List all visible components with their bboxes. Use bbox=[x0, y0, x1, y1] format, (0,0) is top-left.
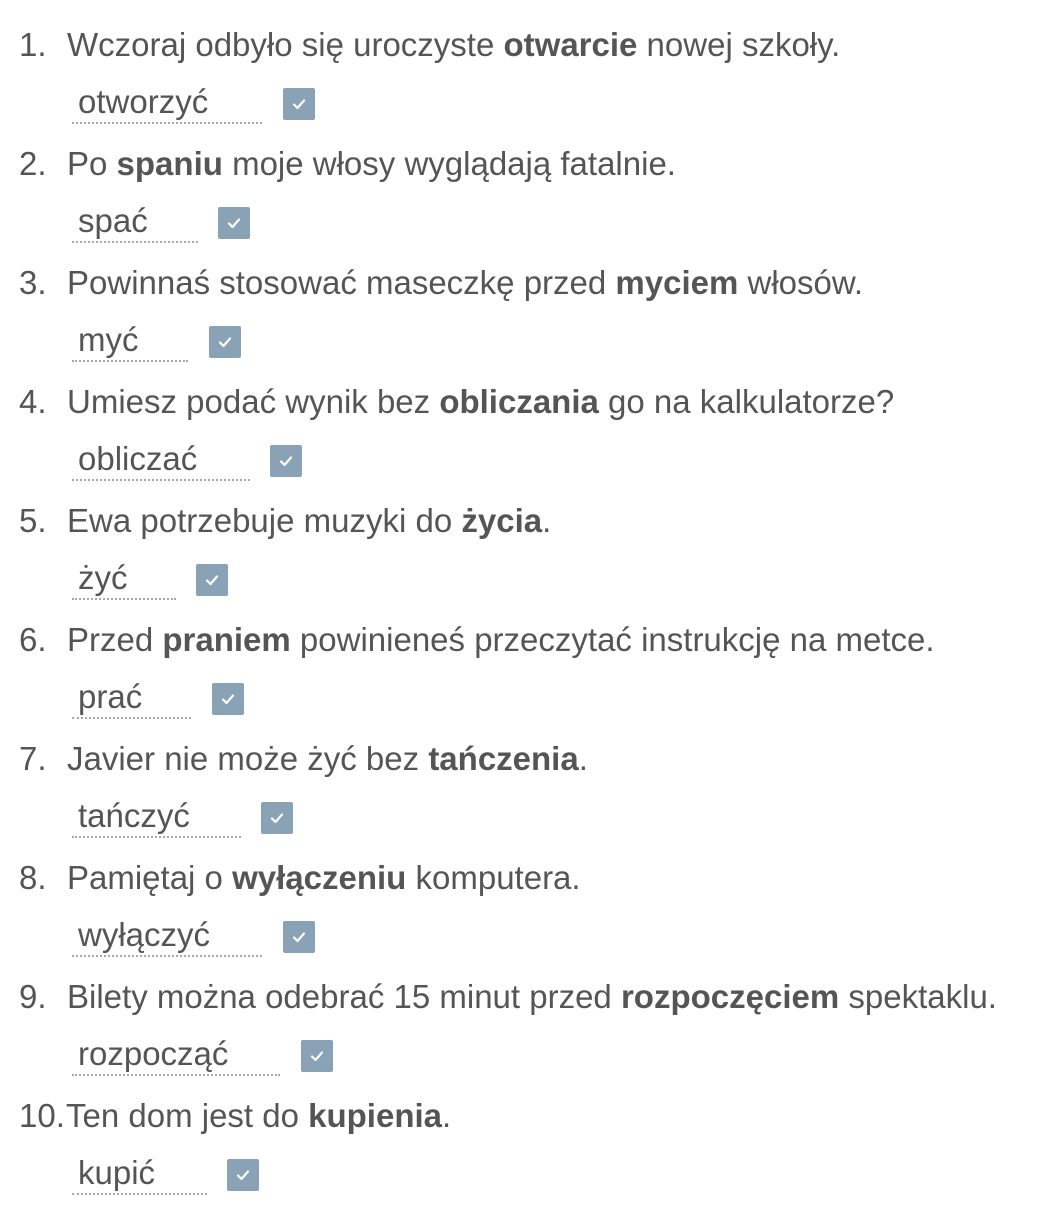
item-number: 9. bbox=[19, 978, 47, 1015]
sentence bbox=[67, 617, 935, 663]
sentence-text: moje włosy wyglądają fatalnie. bbox=[222, 145, 676, 182]
answer-field[interactable]: myć bbox=[72, 318, 188, 362]
exercise-item bbox=[0, 476, 1044, 595]
sentence-text: . bbox=[578, 740, 588, 777]
sentence-text: go na kalkulatorze? bbox=[598, 383, 895, 420]
sentence-text: Ten dom jest do bbox=[66, 1097, 309, 1134]
sentence bbox=[67, 379, 894, 425]
answer-field[interactable]: otworzyć bbox=[72, 80, 262, 124]
sentence-text: Ewa potrzebuje muzyki do bbox=[67, 502, 462, 539]
sentence-text: Powinnaś stosować maseczkę przed bbox=[67, 264, 616, 301]
sentence-highlight: życia bbox=[461, 502, 543, 539]
answer-field[interactable]: prać bbox=[72, 675, 191, 719]
sentence-text: Pamiętaj o bbox=[67, 859, 233, 896]
checkmark-icon[interactable] bbox=[212, 683, 244, 715]
sentence bbox=[67, 974, 997, 1020]
exercise-item bbox=[0, 595, 1044, 714]
exercise-item bbox=[0, 952, 1044, 1071]
checkmark-icon[interactable] bbox=[283, 921, 315, 953]
checkmark-icon[interactable] bbox=[196, 564, 228, 596]
checkmark-icon[interactable] bbox=[218, 207, 250, 239]
checkmark-icon[interactable] bbox=[261, 802, 293, 834]
answer-field[interactable]: kupić bbox=[72, 1151, 207, 1195]
item-number: 10. bbox=[19, 1097, 65, 1134]
sentence bbox=[67, 141, 676, 187]
sentence-text: . bbox=[442, 1097, 452, 1134]
sentence-highlight: praniem bbox=[162, 621, 291, 658]
answer-field[interactable]: tańczyć bbox=[72, 794, 241, 838]
sentence-text: komputera. bbox=[406, 859, 581, 896]
sentence-text: Wczoraj odbyło się uroczyste bbox=[67, 26, 504, 63]
item-number: 8. bbox=[19, 859, 47, 896]
item-number: 1. bbox=[19, 26, 47, 63]
item-number: 4. bbox=[19, 383, 47, 420]
sentence-highlight: otwarcie bbox=[503, 26, 638, 63]
exercise-item bbox=[0, 833, 1044, 952]
item-number: 3. bbox=[19, 264, 47, 301]
item-number: 5. bbox=[19, 502, 47, 539]
checkmark-icon[interactable] bbox=[209, 326, 241, 358]
sentence-highlight: kupienia bbox=[308, 1097, 443, 1134]
checkmark-icon[interactable] bbox=[301, 1040, 333, 1072]
exercise-item bbox=[0, 357, 1044, 476]
sentence bbox=[67, 736, 588, 782]
exercise-item bbox=[0, 1071, 1044, 1190]
item-number: 2. bbox=[19, 145, 47, 182]
sentence-text: włosów. bbox=[738, 264, 864, 301]
sentence-text: spektaklu. bbox=[839, 978, 997, 1015]
exercise-item bbox=[0, 238, 1044, 357]
sentence-text: Po bbox=[67, 145, 117, 182]
sentence-text: powinieneś przeczytać instrukcję na metce. bbox=[290, 621, 935, 658]
item-number: 6. bbox=[19, 621, 47, 658]
sentence-text: Javier nie może żyć bez bbox=[67, 740, 429, 777]
answer-field[interactable]: żyć bbox=[72, 556, 176, 600]
sentence-text: nowej szkoły. bbox=[637, 26, 841, 63]
item-number: 7. bbox=[19, 740, 47, 777]
sentence-text: . bbox=[542, 502, 552, 539]
answer-field[interactable]: obliczać bbox=[72, 437, 250, 481]
sentence-highlight: myciem bbox=[615, 264, 739, 301]
checkmark-icon[interactable] bbox=[270, 445, 302, 477]
sentence-highlight: rozpoczęciem bbox=[620, 978, 840, 1015]
checkmark-icon[interactable] bbox=[283, 88, 315, 120]
sentence-text: Przed bbox=[67, 621, 163, 658]
answer-field[interactable]: spać bbox=[72, 199, 198, 243]
sentence-highlight: obliczania bbox=[439, 383, 599, 420]
exercise-item bbox=[0, 119, 1044, 238]
sentence-text: Bilety można odebrać 15 minut przed bbox=[67, 978, 621, 1015]
answer-field[interactable]: rozpocząć bbox=[72, 1032, 280, 1076]
sentence bbox=[67, 498, 551, 544]
sentence-highlight: tańczenia bbox=[428, 740, 579, 777]
sentence-highlight: wyłączeniu bbox=[232, 859, 407, 896]
sentence-text: Umiesz podać wynik bez bbox=[67, 383, 440, 420]
sentence bbox=[67, 855, 581, 901]
sentence bbox=[66, 1093, 451, 1139]
answer-field[interactable]: wyłączyć bbox=[72, 913, 262, 957]
sentence bbox=[67, 22, 840, 68]
sentence-highlight: spaniu bbox=[116, 145, 223, 182]
exercise-item bbox=[0, 714, 1044, 833]
checkmark-icon[interactable] bbox=[227, 1159, 259, 1191]
exercise-item bbox=[0, 0, 1044, 119]
sentence bbox=[67, 260, 863, 306]
